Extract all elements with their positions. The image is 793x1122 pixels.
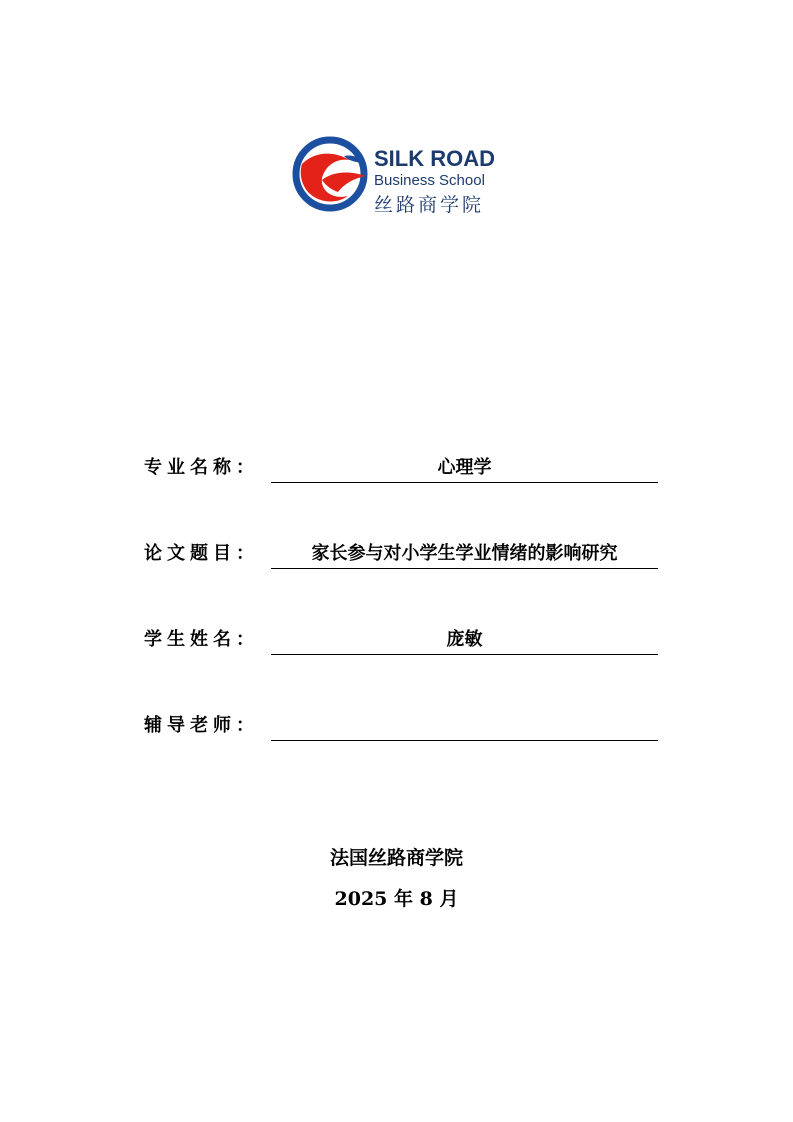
major-value: 心理学: [271, 453, 658, 483]
advisor-field: [144, 711, 658, 741]
student-name-label: 学生姓名：: [144, 629, 259, 650]
logo-name-line2: Business School: [374, 172, 485, 189]
logo-name-chinese: 丝路商学院: [374, 194, 485, 216]
submission-date: 2025 年 8 月: [334, 888, 459, 910]
silk-road-emblem-icon: [292, 134, 374, 216]
advisor-label: 辅导老师：: [144, 715, 259, 736]
major-field: [144, 453, 658, 483]
thesis-title-value: 家长参与对小学生学业情绪的影响研究: [271, 539, 658, 569]
school-logo: [292, 134, 518, 234]
thesis-title-label: 论文题目：: [144, 543, 259, 564]
logo-name-line1: SILK ROAD: [374, 146, 495, 171]
school-name: 法国丝路商学院: [329, 847, 463, 869]
thesis-title-field: [144, 539, 658, 569]
advisor-value: [271, 711, 658, 741]
major-label: 专业名称：: [144, 457, 259, 478]
student-name-field: [144, 625, 658, 655]
student-name-value: 庞敏: [271, 625, 658, 655]
